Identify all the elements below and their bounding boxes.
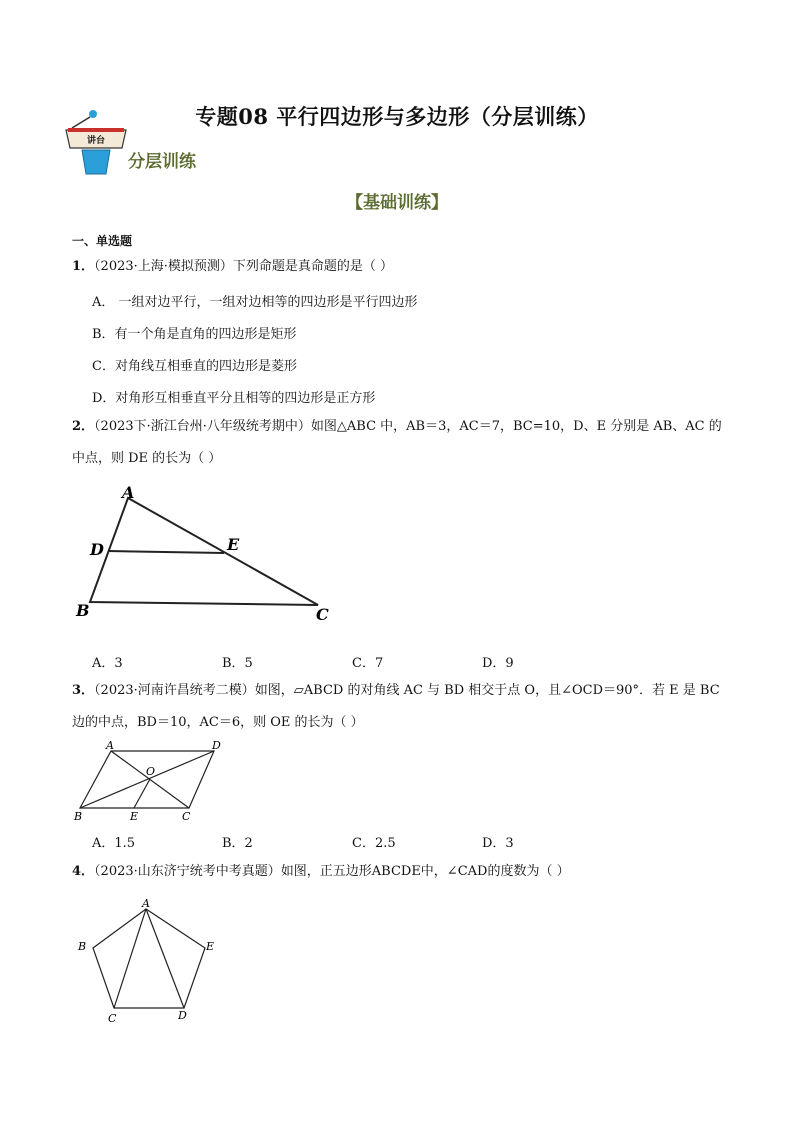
question-4-number: 4． <box>72 864 95 879</box>
fig3-label-o: O <box>146 765 156 778</box>
q1-option-a: A． 一组对边平行，一组对边相等的四边形是平行四边形 <box>92 295 418 310</box>
q1-option-b: B．有一个角是直角的四边形是矩形 <box>92 327 297 342</box>
fig4-label-c: C <box>108 1012 117 1025</box>
q3-option-d: D．3 <box>482 836 514 851</box>
question-1-text: （2023·上海·模拟预测）下列命题是真命题的是（ ） <box>94 259 394 274</box>
logo-caption: 分层训练 <box>128 152 196 172</box>
fig2-label-a: A <box>122 483 135 502</box>
q2-option-b: B．5 <box>222 656 253 671</box>
question-2-number: 2． <box>72 419 95 434</box>
fig3-label-e: E <box>130 810 139 823</box>
q2-option-d: D．9 <box>482 656 514 671</box>
fig3-label-a: A <box>106 739 114 752</box>
q1-option-d: D．对角形互相垂直平分且相等的四边形是正方形 <box>92 391 376 406</box>
question-4-text: （2023·山东济宁统考中考真题）如图，正五边形ABCDE中，∠CAD的度数为（ ） <box>94 864 570 879</box>
question-4 <box>72 864 570 880</box>
fig3-label-d: D <box>212 739 221 752</box>
fig2-label-d: D <box>90 540 104 559</box>
fig2-label-b: B <box>76 601 90 620</box>
parallelogram-abcd-figure <box>70 738 240 826</box>
fig4-label-b: B <box>78 940 87 953</box>
lectern-logo-icon <box>60 108 132 176</box>
fig4-label-a: A <box>142 897 150 910</box>
fig2-label-c: C <box>316 605 329 624</box>
question-2-line2: 中点，则 DE 的长为（ ） <box>72 451 222 466</box>
question-3-line2: 边的中点，BD＝10，AC＝6，则 OE 的长为（ ） <box>72 715 364 730</box>
q2-option-a: A．3 <box>92 656 123 671</box>
fig2-label-e: E <box>227 535 240 554</box>
q2-option-c: C．7 <box>352 656 384 671</box>
question-3 <box>72 683 720 699</box>
section-title: 【基础训练】 <box>346 193 448 213</box>
question-2 <box>72 419 722 435</box>
q2-options <box>92 652 612 671</box>
q1-option-c: C．对角线互相垂直的四边形是菱形 <box>92 359 297 374</box>
fig4-label-e: E <box>206 940 215 953</box>
question-1 <box>72 259 393 275</box>
question-3-number: 3． <box>72 683 95 698</box>
triangle-abc-figure <box>70 478 340 628</box>
regular-pentagon-figure <box>70 895 230 1030</box>
question-2-line1: （2023下·浙江台州·八年级统考期中）如图△ABC 中，AB＝3，AC＝7，BC=10，D、E 分别是 AB、AC 的 <box>94 419 722 434</box>
question-3-line1: （2023·河南许昌统考二模）如图，▱ABCD 的对角线 AC 与 BD 相交于点 O，且∠OCD＝90°．若 E 是 BC <box>94 683 720 698</box>
fig3-label-b: B <box>74 810 83 823</box>
question-1-number: 1． <box>72 259 95 274</box>
q3-option-c: C．2.5 <box>352 836 396 851</box>
q3-option-a: A．1.5 <box>92 836 136 851</box>
q3-option-b: B．2 <box>222 836 253 851</box>
fig4-label-d: D <box>178 1009 187 1022</box>
logo-badge: 讲台 <box>86 136 106 146</box>
part-heading: 一、单选题 <box>72 234 133 248</box>
q3-options <box>92 832 612 851</box>
page-title: 专题08 平行四边形与多边形（分层训练） <box>195 104 599 129</box>
fig3-label-c: C <box>182 810 191 823</box>
